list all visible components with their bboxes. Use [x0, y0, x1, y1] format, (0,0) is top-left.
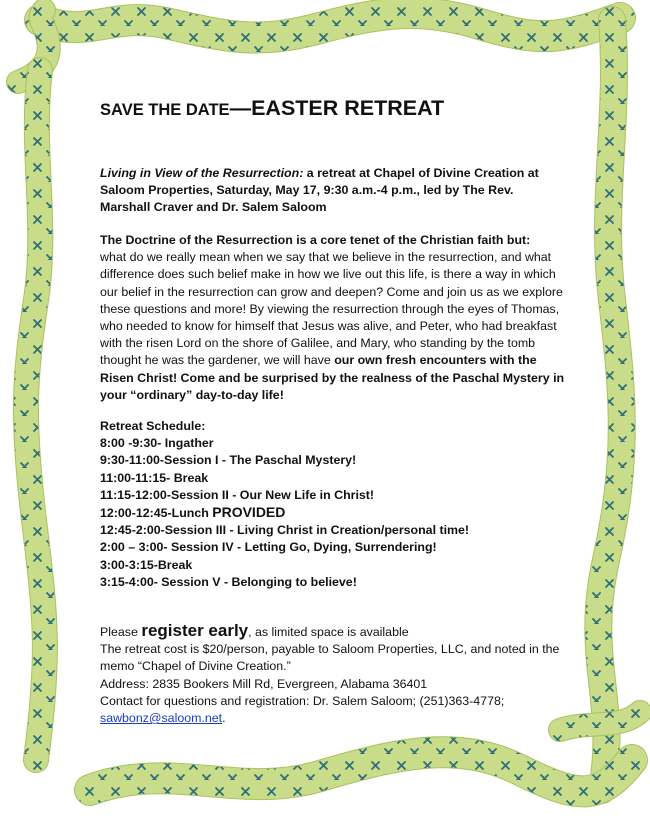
title-save-the-date: SAVE THE DATE [100, 101, 230, 119]
registration-info [100, 622, 565, 727]
schedule-row: 8:00 -9:30- Ingather [100, 436, 214, 451]
schedule-heading: Retreat Schedule: [100, 419, 206, 433]
intro-paragraph [100, 165, 565, 217]
schedule-row: 3:15-4:00- Session V - Belonging to believe! [100, 574, 357, 589]
title-easter-retreat: EASTER RETREAT [251, 96, 445, 120]
email-link[interactable]: sawbonz@saloom.net [100, 711, 223, 726]
address-line: Address: 2835 Bookers Mill Rd, Evergreen, Alabama 36401 [100, 676, 428, 691]
doctrine-body: what do we really mean when we say that we believe in the resurrection, and what difference does such belief make in how we live out this life, is there a way in which our belief in the resurrection can grow and deepen? Come and join us as we explore these questions and more! By viewing the resurrection through the eyes of Thomas, who needed to know for himself that Jesus was alive, and Peter, who had breakfast with the risen Lord on the shore of Galilee, and Mary, who standing by the tomb thought he was the gardener, we will have [100, 250, 563, 368]
schedule-row: 3:00-3:15-Break [100, 557, 193, 572]
page-title [100, 96, 445, 120]
schedule-row: 9:30-11:00-Session I - The Paschal Mystery! [100, 453, 357, 468]
register-pre: Please [100, 625, 142, 639]
schedule-row: 11:15-12:00-Session II - Our New Life in Christ! [100, 487, 375, 502]
title-dash: — [229, 96, 252, 120]
register-line [100, 622, 565, 641]
register-early: register early [141, 621, 249, 640]
schedule-row: 12:45-2:00-Session III - Living Christ in Creation/personal time! [100, 523, 470, 538]
doctrine-paragraph [100, 232, 565, 404]
schedule-row: 11:00-11:15- Break [100, 470, 209, 485]
contact-line: Contact for questions and registration: Dr. Salem Saloom; (251)363-4778; [100, 693, 505, 708]
schedule-row: 2:00 – 3:00- Session IV - Letting Go, Dying, Surrendering! [100, 540, 437, 555]
email-period: . [222, 711, 226, 726]
ribbon-bottom [90, 752, 632, 791]
schedule-row-lunch [100, 504, 565, 522]
doctrine-emphasis: our own fresh encounters with the Risen Christ! Come and be surprised by the realness of the Paschal Mystery in your “ordinary” day-to-day life! [100, 353, 565, 402]
retreat-schedule [100, 418, 565, 591]
ribbon-left [26, 70, 45, 760]
ribbon-top [40, 13, 620, 38]
retreat-theme: Living in View of the Resurrection: [100, 166, 304, 180]
email-line [100, 710, 565, 727]
ribbon-bottom-fold [560, 712, 640, 730]
retreat-details: a retreat at Chapel of Divine Creation at Saloom Properties, Saturday, May 17, 9:30 a.m.-4 p.m., led by The Rev. Marshall Craver and Dr. Salem Saloom [100, 166, 539, 215]
lunch-time: 12:00-12:45-Lunch [100, 506, 213, 521]
doctrine-lead: The Doctrine of the Resurrection is a core tenet of the Christian faith but: [100, 233, 531, 247]
cost-line: The retreat cost is $20/person, payable to Saloom Properties, LLC, and noted in the memo “Chapel of Divine Creation.” [100, 642, 560, 674]
ribbon-right [598, 20, 621, 790]
lunch-provided: PROVIDED [212, 504, 286, 521]
register-post: , as limited space is available [248, 625, 409, 639]
